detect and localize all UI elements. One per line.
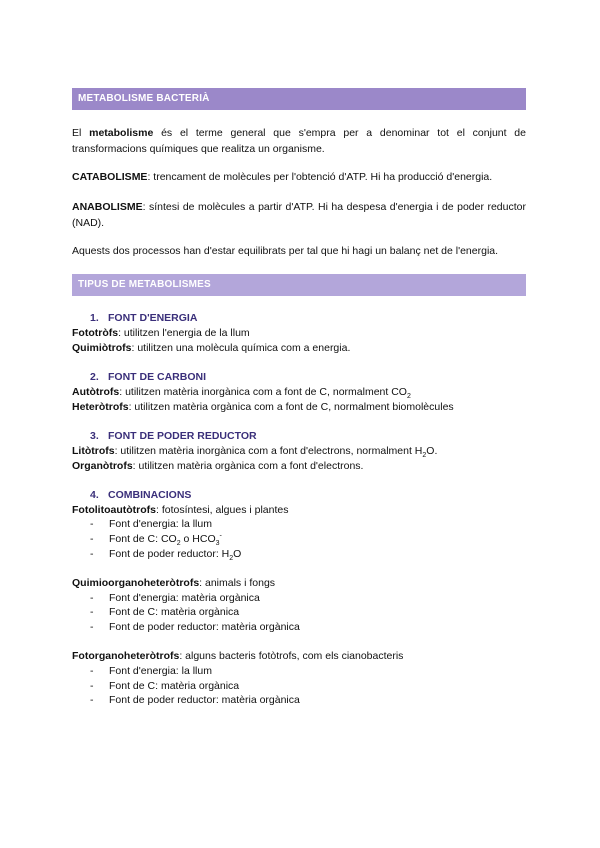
heading-font-energia [90, 311, 197, 326]
list-item-text: Font d'energia: la llum [109, 665, 212, 677]
intro-paragraph [72, 125, 526, 157]
list-item [90, 547, 241, 562]
dash: - [90, 533, 94, 545]
term: Autòtrofs [72, 386, 120, 398]
catabolisme-text: : trencament de molècules per l'obtenció d'ATP. Hi ha producció d'energia. [147, 171, 493, 183]
list-item [90, 517, 212, 532]
quimiotrofs-line [72, 341, 532, 356]
definition: : utilitzen l'energia de la llum [118, 327, 250, 339]
list-item-text: Font de C: matèria orgànica [109, 606, 240, 618]
subscript: 3 [215, 540, 220, 548]
dash: - [90, 606, 94, 618]
subscript: 2 [422, 452, 427, 460]
list-item-text: Font de poder reductor: H [109, 548, 230, 560]
list-item [90, 664, 212, 679]
autotrofs-line [72, 385, 532, 400]
balance-text: Aquests dos processos han d'estar equilibrats per tal que hi hagi un balanç net de l'energia. [72, 245, 499, 257]
intro-post: és el terme general que s'empra per a denominar tot el conjunt de transformacions químiques que realitza un organisme. [72, 127, 526, 155]
list-item [90, 591, 260, 606]
fototrofs-line [72, 326, 532, 341]
dash: - [90, 548, 94, 560]
heading-text: FONT DE PODER REDUCTOR [108, 430, 257, 442]
quimioorganoheterotrofs-line [72, 576, 532, 591]
list-item-text: O [233, 548, 242, 560]
dash: - [90, 518, 94, 530]
term: Quimioorganoheteròtrofs [72, 577, 200, 589]
definition: : utilitzen matèria orgànica com a font d'electrons. [132, 460, 364, 472]
definition: : utilitzen matèria orgànica com a font de C, normalment biomolècules [128, 401, 454, 413]
term: Fotorganoheteròtrofs [72, 650, 180, 662]
heading-font-poder-reductor [90, 429, 257, 444]
section-title-tipus [72, 274, 526, 296]
fotorganoheterotrofs-line [72, 649, 532, 664]
definition: : fotosíntesi, algues i plantes [155, 504, 289, 516]
list-item-text: Font de poder reductor: matèria orgànica [109, 694, 300, 706]
term: Quimiòtrofs [72, 342, 132, 354]
heading-combinacions [90, 488, 191, 503]
term: Fototròfs [72, 327, 119, 339]
term: Organòtrofs [72, 460, 133, 472]
subscript: 2 [406, 393, 411, 401]
heading-number: 3. [90, 430, 99, 442]
definition: : alguns bacteris fotòtrofs, com els cianobacteris [179, 650, 404, 662]
list-item-text: Font d'energia: la llum [109, 518, 212, 530]
heading-number: 1. [90, 312, 99, 324]
list-item [90, 693, 300, 708]
heading-text: COMBINACIONS [108, 489, 192, 501]
subscript: 2 [176, 540, 181, 548]
definition: : utilitzen matèria inorgànica com a font d'electrons, normalment H [114, 445, 423, 457]
superscript: - [219, 532, 222, 540]
anabolisme-paragraph [72, 199, 526, 231]
list-item [90, 605, 239, 620]
heading-text: FONT DE CARBONI [108, 371, 206, 383]
anabolisme-text: : síntesi de molècules a partir d'ATP. Hi ha despesa d'energia i de poder reductor (NAD). [72, 201, 526, 229]
dash: - [90, 694, 94, 706]
intro-pre: El [72, 127, 90, 139]
dash: - [90, 665, 94, 677]
term: Litòtrofs [72, 445, 115, 457]
balance-paragraph [72, 243, 526, 259]
heading-number: 4. [90, 489, 99, 501]
section-title-text: METABOLISME BACTERIÀ [78, 93, 210, 104]
heading-number: 2. [90, 371, 99, 383]
list-item-text: Font de C: CO [109, 533, 177, 545]
dash: - [90, 621, 94, 633]
list-item-text: Font d'energia: matèria orgànica [109, 592, 260, 604]
organotrofs-line [72, 459, 532, 474]
definition-end: O. [426, 445, 438, 457]
definition: : utilitzen matèria inorgànica com a font de C, normalment CO [119, 386, 407, 398]
definition: : animals i fongs [199, 577, 276, 589]
heterotrofs-line [72, 400, 532, 415]
heading-font-carboni [90, 370, 206, 385]
intro-term: metabolisme [89, 127, 154, 139]
list-item-text: Font de poder reductor: matèria orgànica [109, 621, 300, 633]
term: Fotolitoautòtrofs [72, 504, 156, 516]
definition: : utilitzen una molècula química com a energia. [131, 342, 351, 354]
litotrofs-line [72, 444, 532, 459]
section-title-metabolisme [72, 88, 526, 110]
catabolisme-term: CATABOLISME [72, 171, 148, 183]
section2-title-text: TIPUS DE METABOLISMES [78, 279, 211, 290]
subscript: 2 [229, 555, 234, 563]
list-item [90, 620, 300, 635]
list-item-text: Font de C: matèria orgànica [109, 680, 240, 692]
anabolisme-term: ANABOLISME [72, 201, 143, 213]
list-item [90, 532, 222, 547]
dash: - [90, 680, 94, 692]
dash: - [90, 592, 94, 604]
list-item [90, 679, 239, 694]
term: Heteròtrofs [72, 401, 129, 413]
fotolitoautotrofs-line [72, 503, 532, 518]
heading-text: FONT D'ENERGIA [108, 312, 198, 324]
list-item-text: o HCO [180, 533, 216, 545]
catabolisme-paragraph [72, 169, 526, 185]
